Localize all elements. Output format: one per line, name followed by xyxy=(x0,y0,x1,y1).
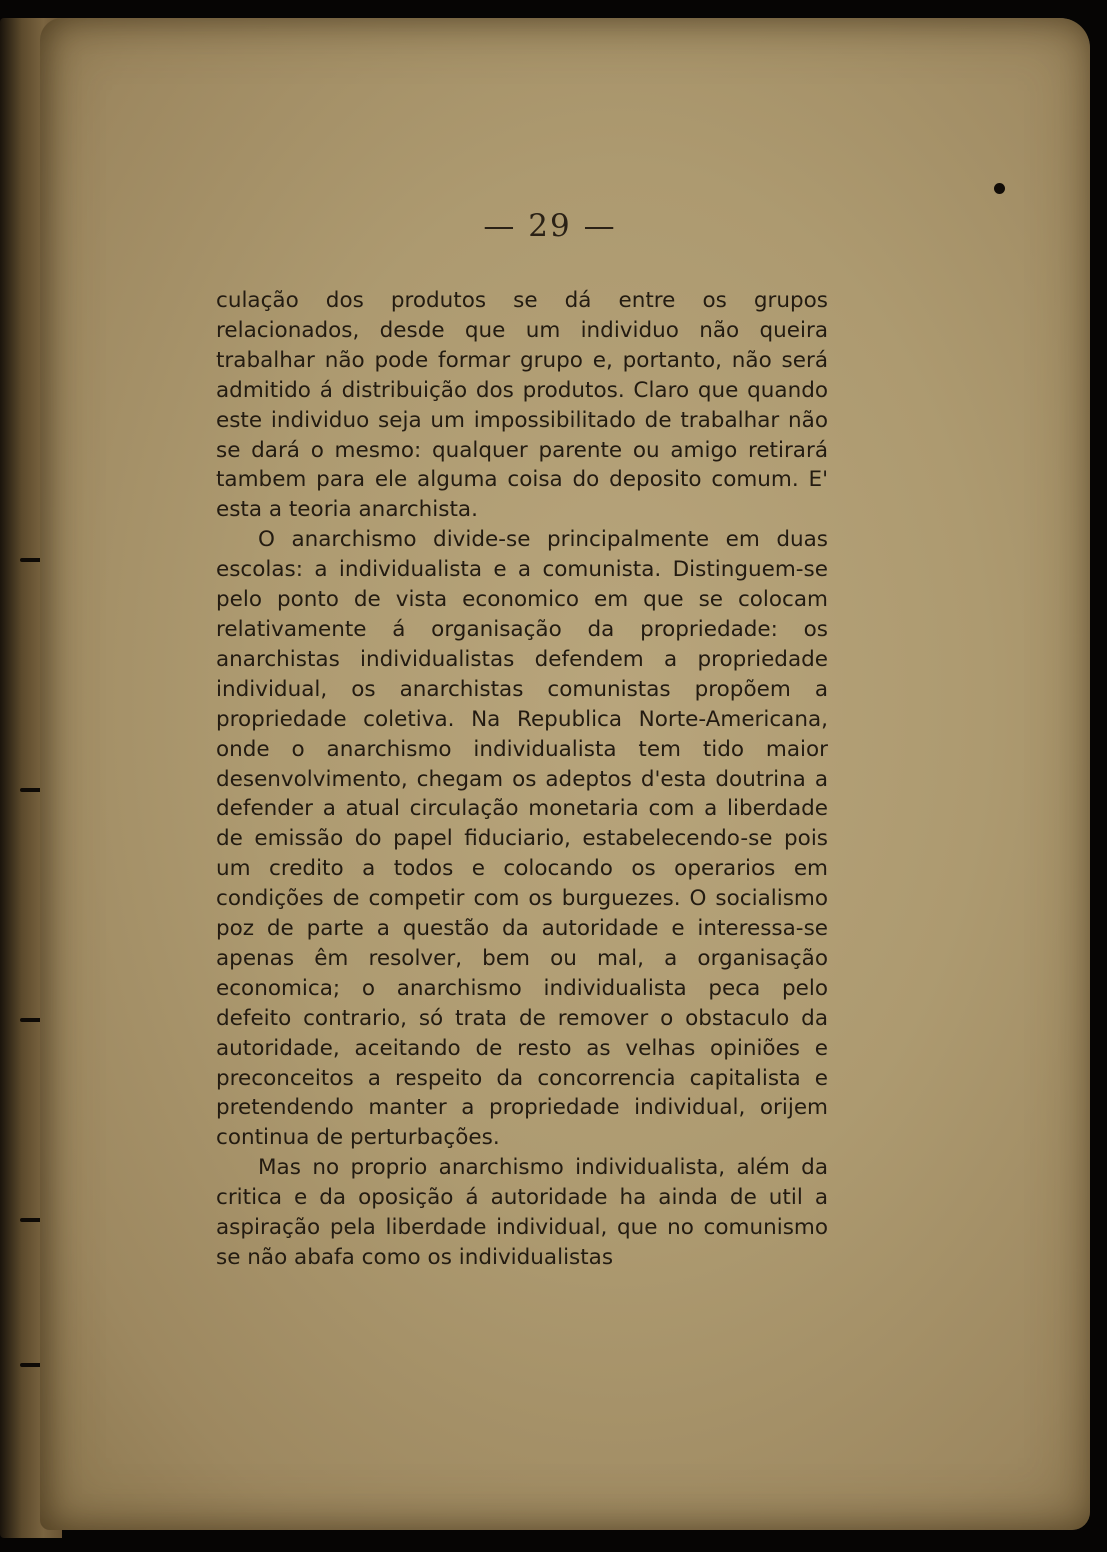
page-number: — 29 — xyxy=(483,208,617,244)
book-page xyxy=(40,18,1090,1530)
paragraph-2: O anarchismo divide-se principalmente em duas escolas: a individualista e a comunista. Distinguem-se pelo ponto de vista economico em que se colocam relativamente á organisação da propriedade: os anarchistas individualistas defendem a propriedade individual, os anarchistas comunistas propõem a propriedade coletiva. Na Republica Norte-Americana, onde o anarchismo individualista tem tido maior desenvolvimento, chegam os adeptos d'esta doutrina a defender a atual circulação monetaria com a liberdade de emissão do papel fiduciario, estabelecendo-se pois um credito a todos e colocando os operarios em condições de competir com os burguezes. O socialismo poz de parte a questão da autoridade e interessa-se apenas êm resolver, bem ou mal, a organisação economica; o anarchismo individualista peca pelo defeito contrario, só trata de remover o obstaculo da autoridade, aceitando de resto as velhas opiniões e preconceitos a respeito da concorrencia capitalista e pretendendo manter a propriedade individual, orijem continua de perturbações. xyxy=(216,527,828,1151)
paragraph-3: Mas no proprio anarchismo individualista, além da critica e da oposição á autoridade ha ainda de util a aspiração pela liberdade individual, que no comunismo se não abafa como os individualistas xyxy=(216,1155,828,1270)
body-text xyxy=(216,286,828,1273)
ink-spot xyxy=(994,183,1005,194)
paragraph-1: culação dos produtos se dá entre os grupos relacionados, desde que um individuo não queira trabalhar não pode formar grupo e, portanto, não será admitido á distribuição dos produtos. Claro que quando este individuo seja um impossibilitado de trabalhar não se dará o mesmo: qualquer parente ou amigo retirará tambem para ele alguma coisa do deposito comum. E' esta a teoria anarchista. xyxy=(216,288,828,523)
